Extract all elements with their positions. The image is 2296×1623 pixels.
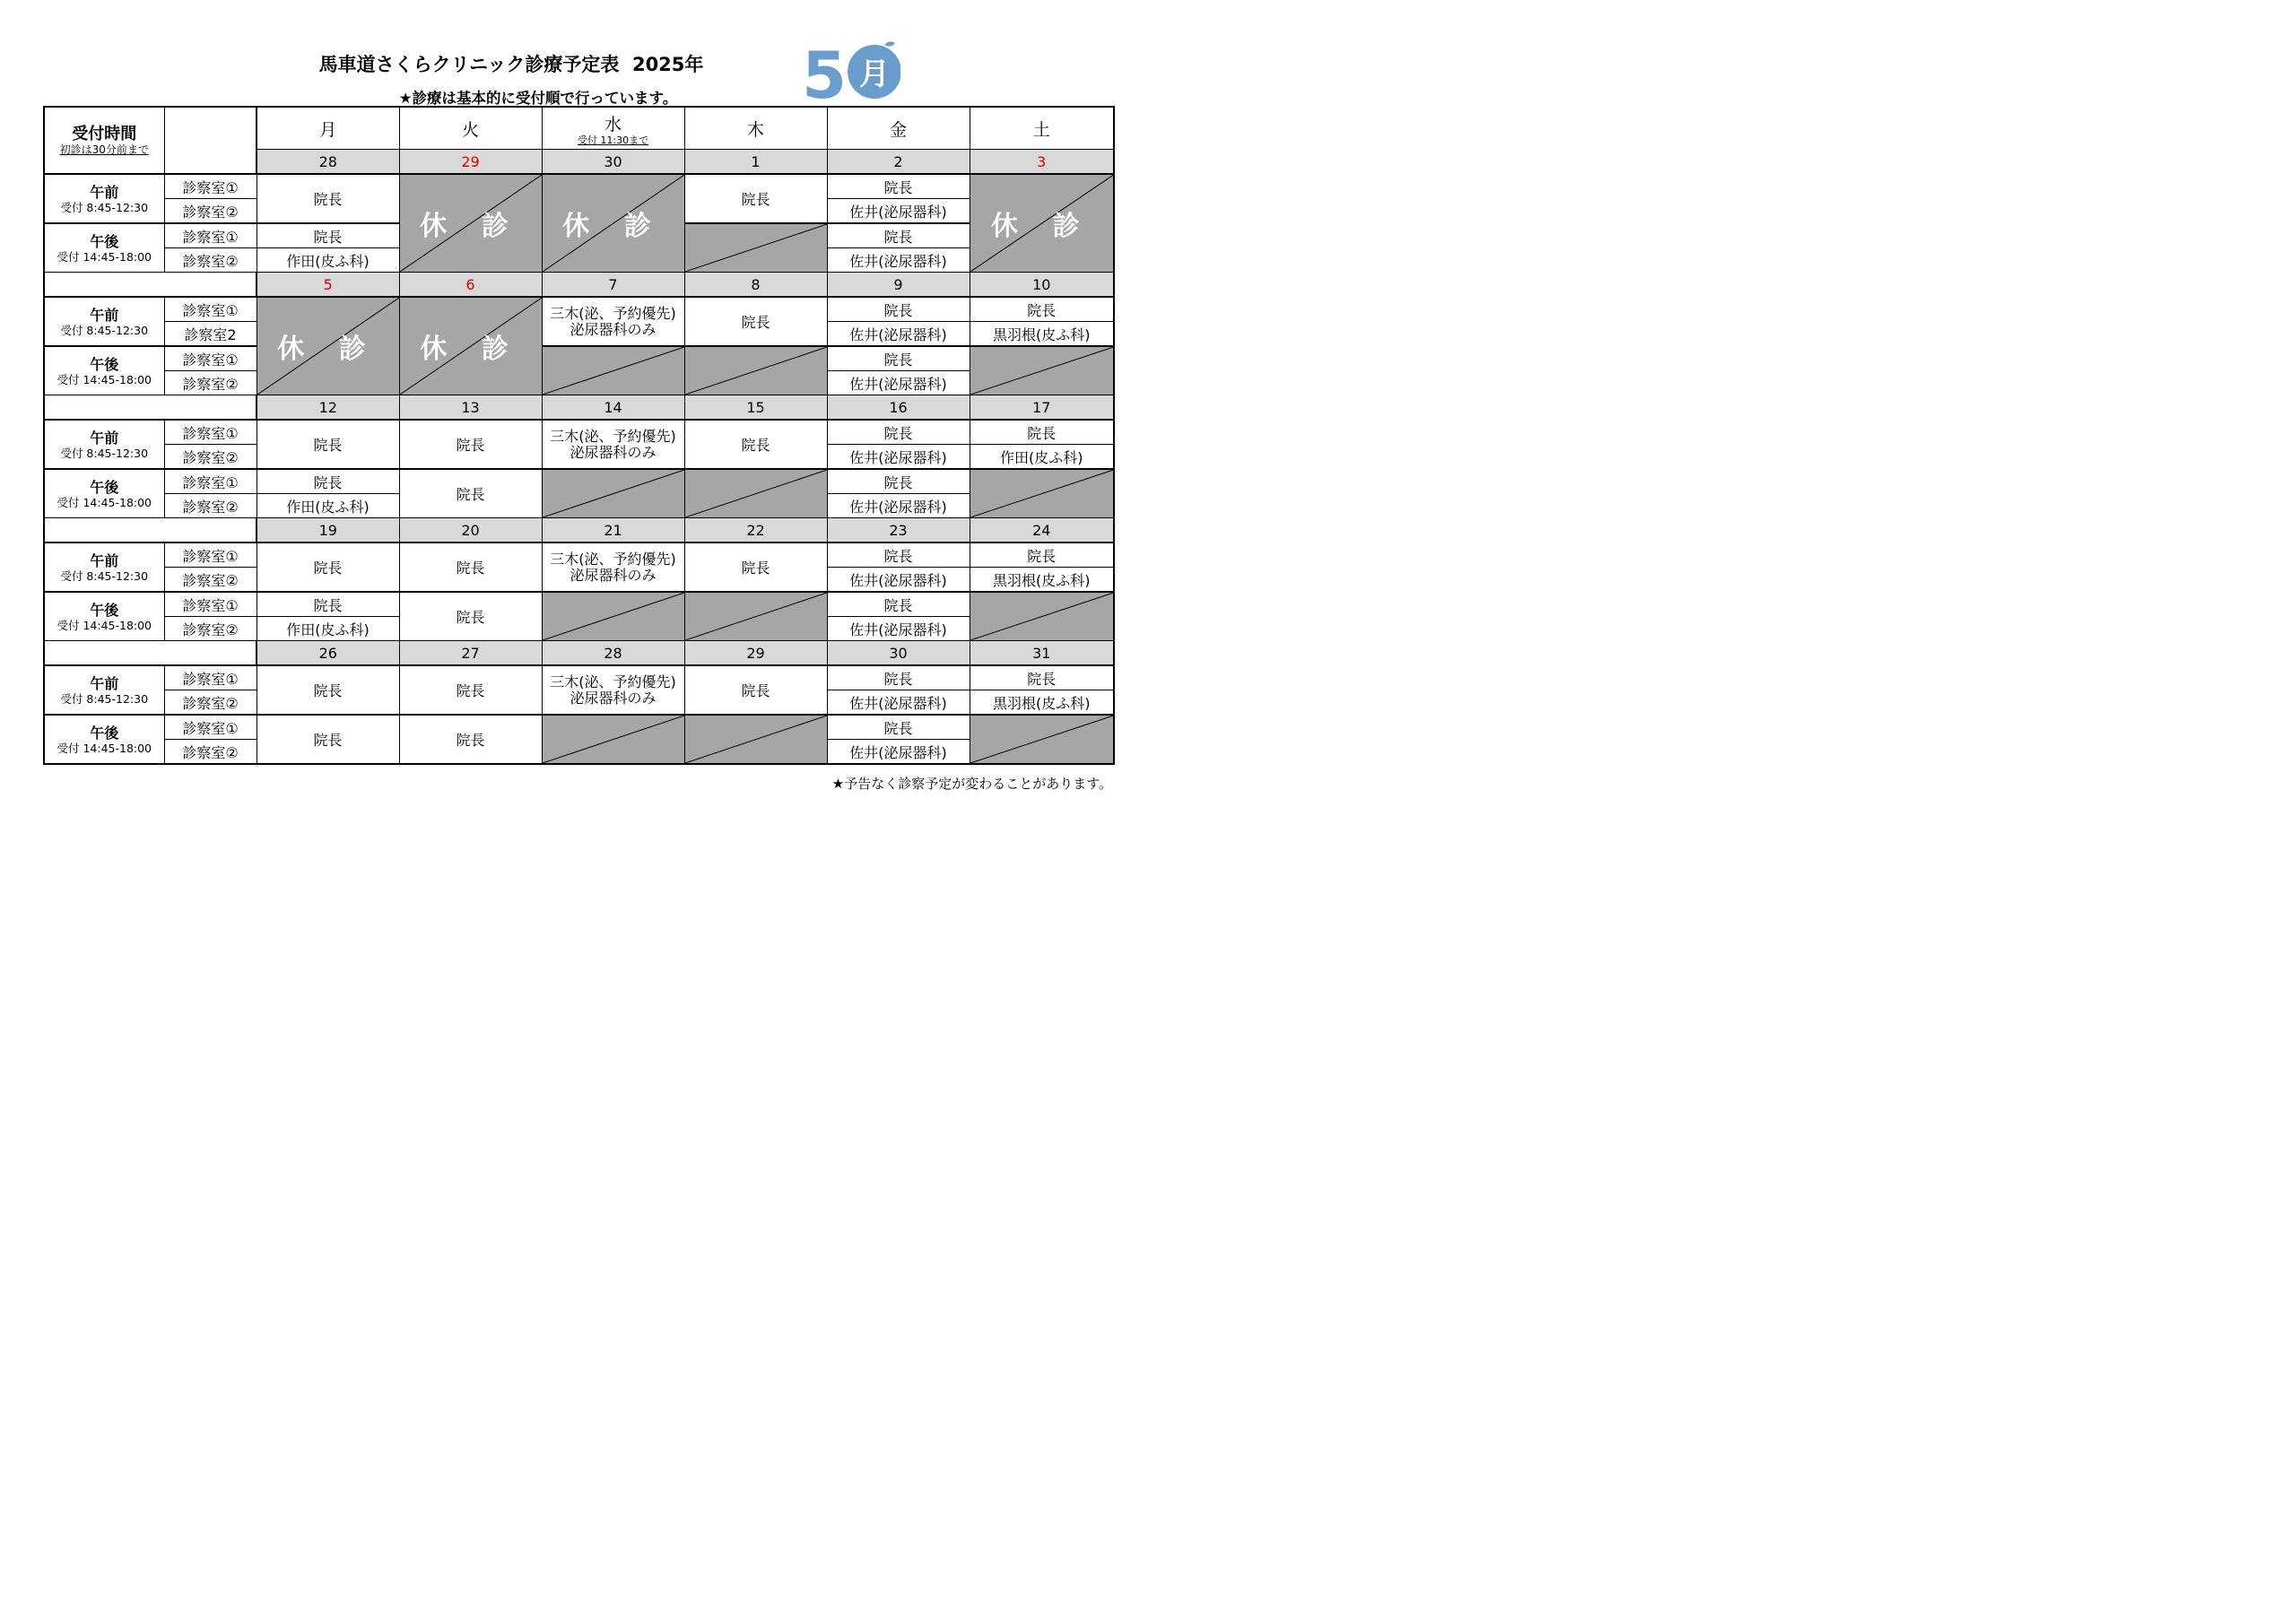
doctor-name: 院長 bbox=[456, 560, 485, 577]
schedule-table bbox=[43, 106, 1115, 765]
doctor-cell bbox=[970, 568, 1114, 593]
date-cell: 31 bbox=[970, 641, 1114, 666]
logo-may-icon bbox=[800, 38, 900, 104]
room-label: 診察室① bbox=[164, 715, 257, 740]
doctor-name: 院長 bbox=[313, 682, 343, 699]
room-label: 診察室① bbox=[164, 297, 257, 322]
doctor-name: 院長 bbox=[456, 732, 485, 749]
doctor-cell bbox=[827, 740, 970, 765]
room-label: 診察室② bbox=[164, 740, 257, 765]
room-header bbox=[164, 107, 257, 174]
closed-cell bbox=[970, 592, 1114, 641]
doctor-name: 院長 bbox=[313, 437, 343, 454]
date-cell: 7 bbox=[542, 273, 684, 298]
afternoon-session: 午後 受付 14:45-18:00 bbox=[44, 223, 164, 273]
doctor-cell bbox=[827, 199, 970, 224]
doctor-name: 院長 bbox=[741, 191, 770, 208]
date-cell: 29 bbox=[684, 641, 827, 666]
date-cell: 30 bbox=[542, 150, 684, 175]
date-cell: 26 bbox=[257, 641, 399, 666]
doctor-name: 院長 bbox=[1027, 670, 1057, 688]
spacer-cell bbox=[44, 273, 257, 298]
day-header: 金 bbox=[827, 107, 970, 150]
doctor-cell bbox=[399, 542, 542, 592]
afternoon-session: 午後 受付 14:45-18:00 bbox=[44, 346, 164, 395]
room-label: 診察室① bbox=[164, 223, 257, 248]
doctor-cell bbox=[827, 223, 970, 248]
date-cell: 3 bbox=[970, 150, 1114, 175]
doctor-cell bbox=[542, 420, 684, 469]
doctor-name: 院長 bbox=[883, 547, 913, 565]
doctor-name: 院長 bbox=[741, 560, 770, 577]
closed-cell bbox=[684, 223, 827, 273]
doctor-cell bbox=[257, 223, 399, 248]
doctor-cell bbox=[257, 248, 399, 273]
doctor-name: 佐井(泌尿器科) bbox=[849, 375, 947, 393]
doctor-name: 作田(皮ふ科) bbox=[286, 621, 370, 638]
spacer-cell bbox=[44, 641, 257, 666]
doctor-cell bbox=[542, 665, 684, 715]
doctor-cell bbox=[970, 690, 1114, 716]
doctor-note: 泌尿器科のみ bbox=[570, 443, 657, 461]
closed-cell bbox=[970, 346, 1114, 395]
date-cell: 9 bbox=[827, 273, 970, 298]
doctor-cell bbox=[257, 715, 399, 764]
doctor-cell bbox=[970, 420, 1114, 445]
doctor-cell bbox=[827, 494, 970, 518]
doctor-cell bbox=[542, 542, 684, 592]
doctor-name: 院長 bbox=[741, 314, 770, 331]
doctor-cell bbox=[827, 469, 970, 494]
date-cell: 22 bbox=[684, 518, 827, 543]
closed-cell bbox=[970, 715, 1114, 764]
doctor-cell bbox=[827, 346, 970, 371]
doctor-name: 院長 bbox=[313, 191, 343, 208]
date-cell: 16 bbox=[827, 395, 970, 421]
page-title bbox=[0, 50, 1148, 77]
doctor-note: 泌尿器科のみ bbox=[570, 566, 657, 584]
doctor-name: 佐井(泌尿器科) bbox=[849, 325, 947, 343]
doctor-cell bbox=[399, 420, 542, 469]
doctor-name: 佐井(泌尿器科) bbox=[849, 448, 947, 466]
doctor-name: 院長 bbox=[883, 351, 913, 369]
doctor-name: 黒羽根(皮ふ科) bbox=[993, 325, 1091, 343]
closed-cell bbox=[684, 469, 827, 518]
doctor-cell bbox=[827, 542, 970, 568]
doctor-cell bbox=[257, 665, 399, 715]
date-cell: 20 bbox=[399, 518, 542, 543]
doctor-name: 黒羽根(皮ふ科) bbox=[993, 571, 1091, 589]
doctor-cell bbox=[827, 420, 970, 445]
doctor-cell bbox=[970, 445, 1114, 470]
doctor-name: 黒羽根(皮ふ科) bbox=[993, 694, 1091, 712]
doctor-cell bbox=[399, 715, 542, 764]
morning-session: 午前 受付 8:45-12:30 bbox=[44, 542, 164, 592]
date-cell: 23 bbox=[827, 518, 970, 543]
doctor-cell bbox=[399, 592, 542, 641]
date-cell: 28 bbox=[257, 150, 399, 175]
doctor-name: 院長 bbox=[883, 178, 913, 196]
doctor-name: 院長 bbox=[313, 228, 343, 246]
date-cell: 27 bbox=[399, 641, 542, 666]
date-cell: 12 bbox=[257, 395, 399, 421]
closed-cell bbox=[257, 297, 399, 395]
doctor-name: 院長 bbox=[883, 301, 913, 319]
title-year: 2025年 bbox=[631, 54, 704, 75]
date-cell: 10 bbox=[970, 273, 1114, 298]
doctor-cell bbox=[257, 592, 399, 617]
doctor-cell bbox=[684, 297, 827, 346]
closed-label: 休 診 bbox=[991, 211, 1092, 242]
room-label: 診察室① bbox=[164, 665, 257, 690]
room-label: 診察室② bbox=[164, 445, 257, 470]
day-header: 月 bbox=[257, 107, 399, 150]
closed-label: 休 診 bbox=[562, 211, 664, 242]
doctor-cell bbox=[827, 665, 970, 690]
doctor-cell bbox=[970, 297, 1114, 322]
room-label: 診察室① bbox=[164, 346, 257, 371]
doctor-name: 院長 bbox=[1027, 301, 1057, 319]
date-cell: 5 bbox=[257, 273, 399, 298]
doctor-cell bbox=[399, 665, 542, 715]
doctor-cell bbox=[542, 297, 684, 346]
doctor-name: 院長 bbox=[883, 670, 913, 688]
subtitle: ★診療は基本的に受付順で行っています。 bbox=[398, 90, 678, 107]
doctor-name: 院長 bbox=[741, 682, 770, 699]
doctor-cell bbox=[827, 174, 970, 199]
room-label: 診察室② bbox=[164, 568, 257, 593]
spacer-cell bbox=[44, 518, 257, 543]
closed-cell bbox=[399, 297, 542, 395]
date-cell: 24 bbox=[970, 518, 1114, 543]
room-label: 診察室② bbox=[164, 248, 257, 273]
doctor-name: 院長 bbox=[741, 437, 770, 454]
doctor-name: 作田(皮ふ科) bbox=[1000, 448, 1083, 466]
title-text: 馬車道さくらクリニック診療予定表 bbox=[318, 54, 620, 75]
doctor-cell bbox=[970, 322, 1114, 347]
day-header: 土 bbox=[970, 107, 1114, 150]
date-cell: 17 bbox=[970, 395, 1114, 421]
morning-session: 午前 受付 8:45-12:30 bbox=[44, 297, 164, 346]
spacer-cell bbox=[44, 395, 257, 421]
closed-label: 休 診 bbox=[420, 334, 521, 365]
doctor-name: 作田(皮ふ科) bbox=[286, 252, 370, 270]
doctor-name: 院長 bbox=[1027, 424, 1057, 442]
closed-cell bbox=[542, 346, 684, 395]
doctor-cell bbox=[827, 248, 970, 273]
afternoon-session: 午後 受付 14:45-18:00 bbox=[44, 469, 164, 518]
closed-cell bbox=[684, 715, 827, 764]
morning-session: 午前 受付 8:45-12:30 bbox=[44, 665, 164, 715]
date-cell: 14 bbox=[542, 395, 684, 421]
doctor-cell bbox=[399, 469, 542, 518]
doctor-name: 院長 bbox=[456, 437, 485, 454]
morning-session: 午前 受付 8:45-12:30 bbox=[44, 174, 164, 223]
doctor-cell bbox=[257, 469, 399, 494]
date-cell: 28 bbox=[542, 641, 684, 666]
date-cell: 29 bbox=[399, 150, 542, 175]
room-label: 診察室① bbox=[164, 592, 257, 617]
doctor-name: 院長 bbox=[456, 682, 485, 699]
reception-header: 受付時間 初診は30分前まで bbox=[44, 107, 164, 174]
doctor-name: 院長 bbox=[883, 596, 913, 614]
doctor-cell bbox=[827, 592, 970, 617]
day-header: 火 bbox=[399, 107, 542, 150]
date-cell: 2 bbox=[827, 150, 970, 175]
doctor-name: 院長 bbox=[883, 228, 913, 246]
date-cell: 1 bbox=[684, 150, 827, 175]
room-label: 診察室② bbox=[164, 690, 257, 716]
svg-text:5: 5 bbox=[802, 38, 848, 104]
doctor-name: 三木(泌、予約優先) bbox=[550, 427, 676, 445]
doctor-name: 院長 bbox=[313, 473, 343, 491]
doctor-note: 泌尿器科のみ bbox=[570, 689, 657, 707]
closed-label: 休 診 bbox=[277, 334, 378, 365]
footer-note: ★予告なく診察予定が変わることがあります。 bbox=[831, 776, 1112, 792]
doctor-name: 院長 bbox=[883, 424, 913, 442]
doctor-cell bbox=[257, 420, 399, 469]
doctor-name: 院長 bbox=[883, 473, 913, 491]
closed-cell bbox=[399, 174, 542, 273]
doctor-note: 泌尿器科のみ bbox=[570, 320, 657, 338]
afternoon-session: 午後 受付 14:45-18:00 bbox=[44, 715, 164, 764]
doctor-cell bbox=[257, 174, 399, 223]
doctor-cell bbox=[827, 617, 970, 641]
day-header: 水 受付 11:30まで bbox=[542, 107, 684, 150]
room-label: 診察室② bbox=[164, 199, 257, 224]
doctor-name: 三木(泌、予約優先) bbox=[550, 304, 676, 322]
doctor-name: 佐井(泌尿器科) bbox=[849, 571, 947, 589]
doctor-name: 佐井(泌尿器科) bbox=[849, 252, 947, 270]
doctor-name: 院長 bbox=[456, 609, 485, 626]
doctor-cell bbox=[257, 494, 399, 518]
doctor-name: 院長 bbox=[313, 596, 343, 614]
doctor-name: 佐井(泌尿器科) bbox=[849, 498, 947, 516]
doctor-cell bbox=[827, 297, 970, 322]
date-cell: 6 bbox=[399, 273, 542, 298]
date-cell: 15 bbox=[684, 395, 827, 421]
doctor-cell bbox=[827, 445, 970, 470]
closed-cell bbox=[684, 346, 827, 395]
doctor-name: 佐井(泌尿器科) bbox=[849, 621, 947, 638]
wed-reception-note: 受付 11:30まで bbox=[577, 134, 649, 146]
doctor-cell bbox=[257, 542, 399, 592]
doctor-name: 三木(泌、予約優先) bbox=[550, 673, 676, 690]
doctor-cell bbox=[970, 665, 1114, 690]
doctor-cell bbox=[684, 174, 827, 223]
doctor-cell bbox=[827, 715, 970, 740]
doctor-name: 作田(皮ふ科) bbox=[286, 498, 370, 516]
room-label: 診察室① bbox=[164, 174, 257, 199]
room-label: 診察室② bbox=[164, 371, 257, 395]
date-cell: 30 bbox=[827, 641, 970, 666]
doctor-name: 院長 bbox=[456, 486, 485, 503]
doctor-name: 院長 bbox=[313, 732, 343, 749]
closed-cell bbox=[542, 469, 684, 518]
day-header: 木 bbox=[684, 107, 827, 150]
doctor-name: 佐井(泌尿器科) bbox=[849, 203, 947, 221]
doctor-cell bbox=[684, 420, 827, 469]
doctor-cell bbox=[827, 568, 970, 593]
room-label: 診察室① bbox=[164, 542, 257, 568]
morning-session: 午前 受付 8:45-12:30 bbox=[44, 420, 164, 469]
closed-cell bbox=[970, 469, 1114, 518]
room-label: 診察室2 bbox=[164, 322, 257, 347]
doctor-cell bbox=[827, 322, 970, 347]
closed-cell bbox=[542, 592, 684, 641]
svg-text:月: 月 bbox=[859, 56, 890, 92]
doctor-cell bbox=[684, 542, 827, 592]
afternoon-session: 午後 受付 14:45-18:00 bbox=[44, 592, 164, 641]
room-label: 診察室② bbox=[164, 494, 257, 518]
room-label: 診察室② bbox=[164, 617, 257, 641]
doctor-name: 院長 bbox=[1027, 547, 1057, 565]
date-cell: 8 bbox=[684, 273, 827, 298]
closed-cell bbox=[970, 174, 1114, 273]
doctor-name: 佐井(泌尿器科) bbox=[849, 694, 947, 712]
date-cell: 13 bbox=[399, 395, 542, 421]
doctor-name: 院長 bbox=[883, 719, 913, 737]
room-label: 診察室① bbox=[164, 469, 257, 494]
closed-cell bbox=[542, 174, 684, 273]
closed-cell bbox=[684, 592, 827, 641]
date-cell: 19 bbox=[257, 518, 399, 543]
doctor-name: 院長 bbox=[313, 560, 343, 577]
closed-cell bbox=[542, 715, 684, 764]
doctor-cell bbox=[684, 665, 827, 715]
doctor-cell bbox=[257, 617, 399, 641]
doctor-name: 三木(泌、予約優先) bbox=[550, 550, 676, 568]
doctor-cell bbox=[827, 690, 970, 716]
date-cell: 21 bbox=[542, 518, 684, 543]
room-label: 診察室① bbox=[164, 420, 257, 445]
doctor-cell bbox=[970, 542, 1114, 568]
doctor-cell bbox=[827, 371, 970, 395]
doctor-name: 佐井(泌尿器科) bbox=[849, 743, 947, 761]
closed-label: 休 診 bbox=[420, 211, 521, 242]
